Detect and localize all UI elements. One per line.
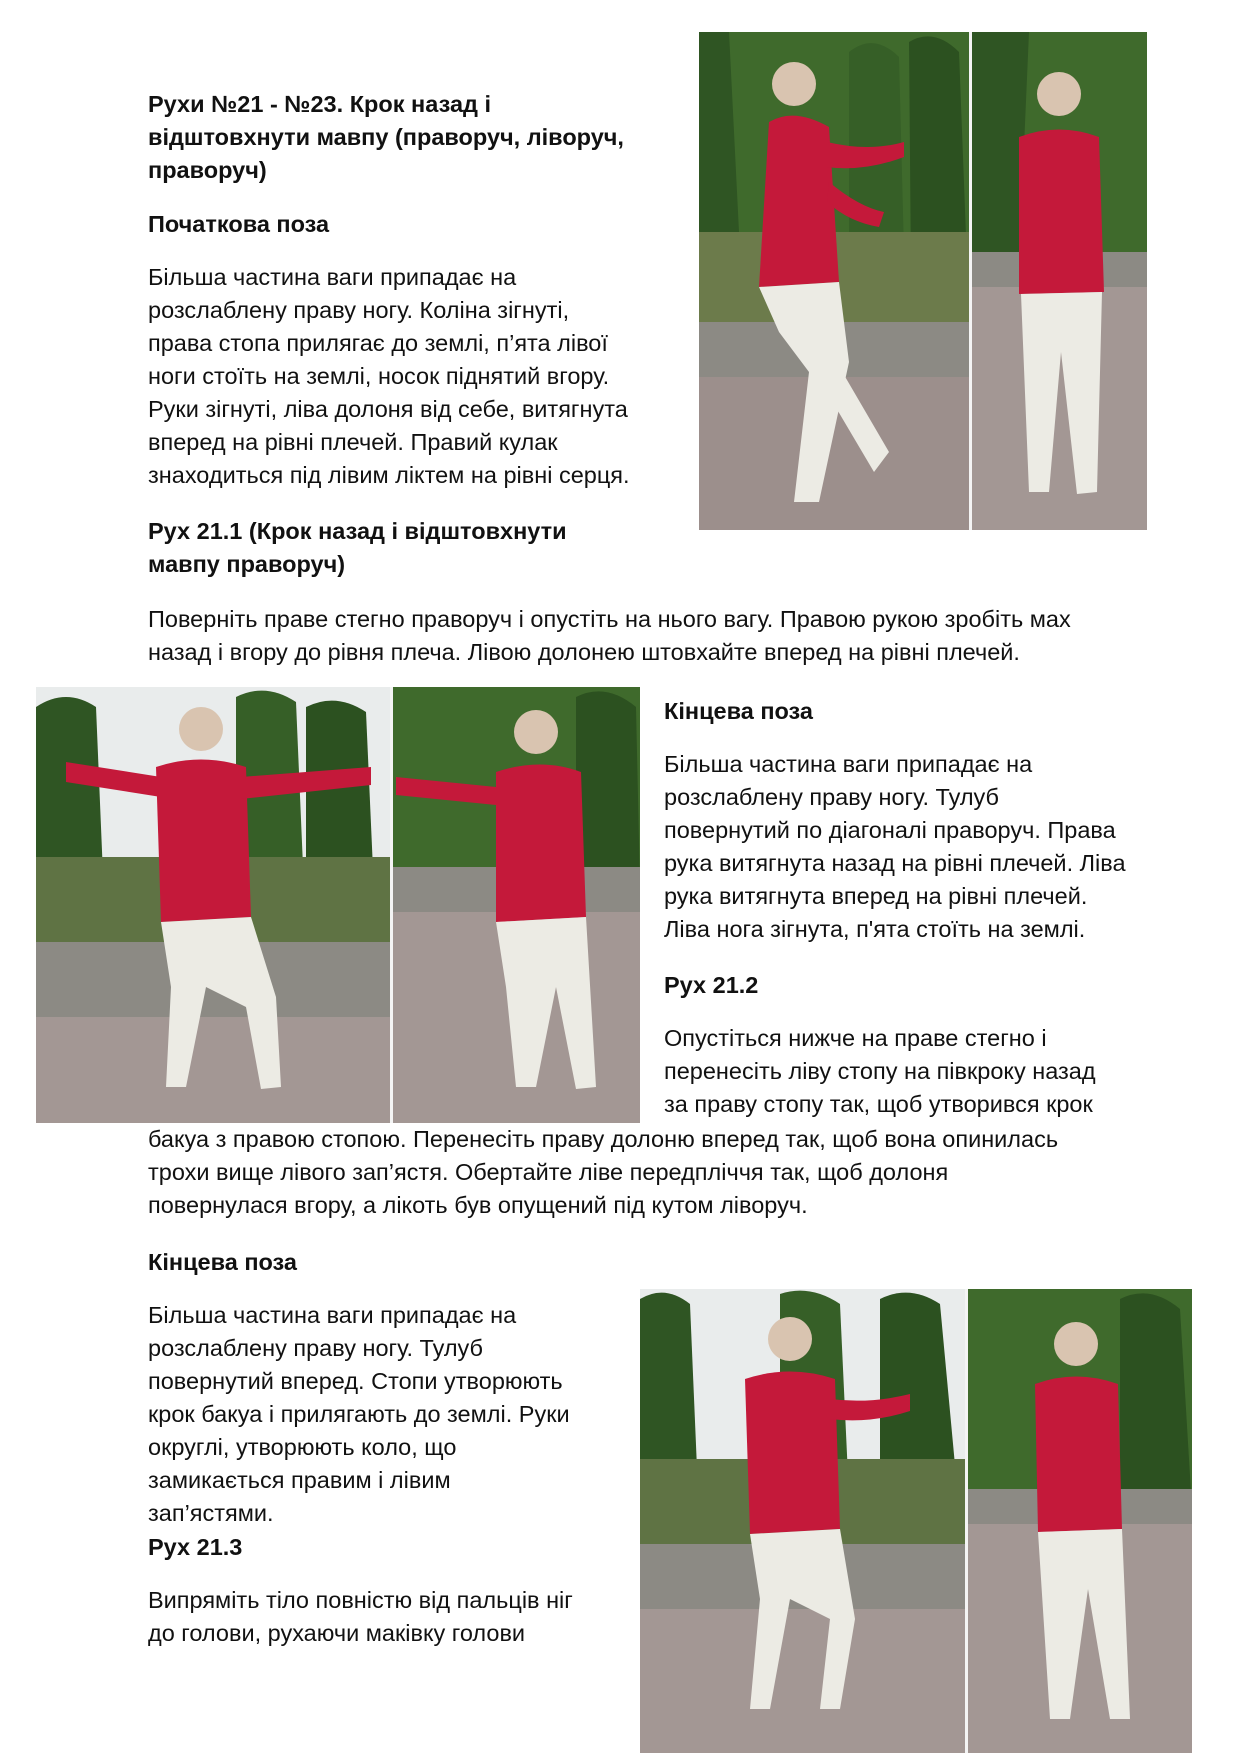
text-line: зап’ястями. <box>148 1500 274 1526</box>
final-pose-1-text <box>664 748 1126 946</box>
text-line: замикається правим і лівим <box>148 1467 451 1493</box>
text-line: розслаблену праву ногу. Тулуб <box>664 784 1000 810</box>
heading-final-pose-1: Кінцева поза <box>664 698 813 724</box>
text-line: Випряміть тіло повністю від пальців ніг <box>148 1587 573 1613</box>
move-21-3-text <box>148 1584 573 1650</box>
text-line: повернулася вгору, а лікоть був опущений під кутом ліворуч. <box>148 1192 808 1218</box>
page-title <box>148 88 624 187</box>
text-line: Ліва нога зігнута, п'ята стоїть на землі. <box>664 916 1086 942</box>
heading-move-21-1 <box>148 515 567 581</box>
heading-final-pose-2: Кінцева поза <box>148 1249 297 1275</box>
text-line: Більша частина ваги припадає на <box>148 1302 517 1328</box>
text-line: вперед на рівні плечей. Правий кулак <box>148 429 558 455</box>
title-line: Рухи №21 - №23. Крок назад і <box>148 91 491 117</box>
photo-initial-pose <box>699 32 1147 530</box>
text-line: Більша частина ваги припадає на <box>664 751 1033 777</box>
move-21-2-text-right <box>664 1022 1096 1121</box>
heading-line: мавпу праворуч) <box>148 551 346 577</box>
text-line: повернутий по діагоналі праворуч. Права <box>664 817 1116 843</box>
text-line: Поверніть праве стегно праворуч і опустіть на нього вагу. Правою рукою зробіть мах <box>148 606 1071 632</box>
text-line: рука витягнута назад на рівні плечей. Ліва <box>664 850 1126 876</box>
final-pose-2-text <box>148 1299 570 1530</box>
text-line: рука витягнута вперед на рівні плечей. <box>664 883 1088 909</box>
heading-move-21-3: Рух 21.3 <box>148 1534 243 1560</box>
text-line: права стопа прилягає до землі, п’ята лівої <box>148 330 608 356</box>
move-21-2-text-full <box>148 1123 1168 1222</box>
text-line: за праву стопу так, щоб утворився крок <box>664 1091 1093 1117</box>
text-line: Руки зігнуті, ліва долоня від себе, витягнута <box>148 396 628 422</box>
heading-move-21-2: Рух 21.2 <box>664 972 759 998</box>
text-line: Більша частина ваги припадає на <box>148 264 517 290</box>
photo-final-pose-2 <box>640 1289 1192 1753</box>
text-line: назад і вгору до рівня плеча. Лівою долонею штовхайте вперед на рівні плечей. <box>148 639 1020 665</box>
text-line: до голови, рухаючи маківку голови <box>148 1620 526 1646</box>
text-line: крок бакуа і прилягають до землі. Руки <box>148 1401 570 1427</box>
heading-initial-pose: Початкова поза <box>148 211 330 237</box>
title-line: праворуч) <box>148 157 267 183</box>
initial-pose-text <box>148 261 630 492</box>
text-line: перенесіть ліву стопу на півкроку назад <box>664 1058 1096 1084</box>
heading-line: Рух 21.1 (Крок назад і відштовхнути <box>148 518 567 544</box>
text-line: знаходиться під лівим ліктем на рівні серця. <box>148 462 630 488</box>
photo-final-pose-1 <box>36 687 640 1123</box>
text-line: розслаблену праву ногу. Коліна зігнуті, <box>148 297 570 323</box>
text-line: ноги стоїть на землі, носок піднятий вгору. <box>148 363 610 389</box>
text-line: бакуа з правою стопою. Перенесіть праву долоню вперед так, щоб вона опинилась <box>148 1126 1059 1152</box>
text-line: повернутий вперед. Стопи утворюють <box>148 1368 563 1394</box>
text-line: Опустіться нижче на праве стегно і <box>664 1025 1047 1051</box>
title-line: відштовхнути мавпу (праворуч, ліворуч, <box>148 124 624 150</box>
text-line: трохи вище лівого зап’ястя. Обертайте ліве передпліччя так, щоб долоня <box>148 1159 949 1185</box>
text-line: розслаблену праву ногу. Тулуб <box>148 1335 484 1361</box>
text-line: округлі, утворюють коло, що <box>148 1434 457 1460</box>
move-21-1-text <box>148 603 1168 669</box>
